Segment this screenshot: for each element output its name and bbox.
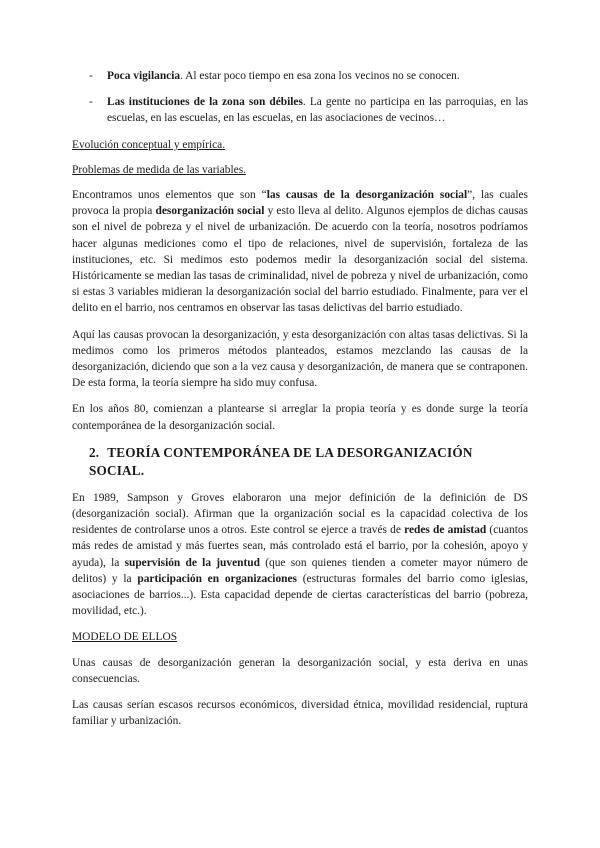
text-run: Encontramos unos elementos que son “ [72,189,267,202]
section-heading [72,444,528,480]
paragraph-sampson [72,490,528,620]
bullet-text: . Al estar poco tiempo en esa zona los vecinos no se conocen. [180,70,460,82]
text-run: En 1989, Sampson y Groves elaboraron una mejor definición de la definición de DS (desorganización social). Afirman que la organización social es la capacidad colectiva de los residentes de controlarse unos a otros. Este control se ejerce a través de [72,491,528,537]
subheading-measurement: Problemas de medida de las variables. [72,163,246,176]
bullet-item [72,68,528,84]
paragraph-confusion: Aquí las causas provocan la desorganización, y esta desorganización con altas tasas delictivas. Si la medimos como los primeros métodos planteados, estamos mezclando las causas de la desorganización, diciendo que son a la vez causa y desorganización, de manera que se contraponen. De esta forma, la teoría siempre ha sido muy confusa. [72,328,528,390]
bullet-marker: - [89,96,93,109]
paragraph-model: Unas causas de desorganización generan la desorganización social, y esta deriva en unas consecuencias. [72,656,528,685]
paragraph-causes [72,187,528,317]
bullet-bold: Poca vigilancia [107,70,181,82]
text-run: (cuantos más redes de amistad y más fuertes sean, más controlado está el barrio, por la cohesión, apoyo y ayuda), la [72,524,529,569]
subheading-model: MODELO DE ELLOS [72,631,178,644]
bold-run: redes de amistad [404,524,487,537]
bold-run: las causas de la desorganización social [266,189,468,202]
text-run: (que son quienes tienden a cometer mayor número de delitos) y la [72,556,528,585]
bullet-marker: - [89,70,93,82]
bullet-item [72,94,528,126]
bold-run: participación en organizaciones [137,572,297,585]
paragraph-eighties: En los años 80, comienzan a plantearse si arreglar la propia teoría y es donde surge la teoría contemporánea de la desorganización social. [72,403,528,432]
bullet-text: . La gente no participa en las parroquias, en las escuelas, en las escuelas, en las escuelas, en las asociaciones de vecinos… [107,96,528,125]
section-title: TEORÍA CONTEMPORÁNEA DE LA DESORGANIZACIÓN SOCIAL. [89,444,473,478]
bold-run: supervisión de la juventud [124,556,260,569]
text-run: ”, las cuales provoca la propia [72,189,528,218]
text-run: (estructuras formales del barrio como iglesias, asociaciones de barrios...). Esta capacidad depende de ciertas características del barrio (pobreza, movilidad, etc.). [72,572,528,618]
text-run: y esto lleva al delito. Algunos ejemplos de dichas causas son el nivel de pobreza y el nivel de urbanización. De acuerdo con la teoría, nosotros podríamos hacer algunas mediciones como el tipo de relaciones, nivel de supervisión, fortaleza de las instituciones, etc. Si medimos esto podemos medir la desorganización social del sistema. Históricamente se median las tasas de criminalidad, nivel de pobreza y nivel de urbanización, como si estas 3 variables midieran la desorganización social del barrio estudiado. Finalmente, para ver el delito en el barrio, nos centramos en observar las tasas delictivas del barrio estudiado. [72,205,528,315]
section-number: 2. [89,444,100,460]
document-page [72,68,528,740]
bullet-bold: Las instituciones de la zona son débiles [107,96,303,109]
paragraph-causes-list: Las causas serían escasos recursos económicos, diversidad étnica, movilidad residencial, ruptura familiar y urbanización. [72,699,528,728]
bold-run: desorganización social [155,205,265,218]
subheading-evolution: Evolución conceptual y empírica. [72,138,226,151]
